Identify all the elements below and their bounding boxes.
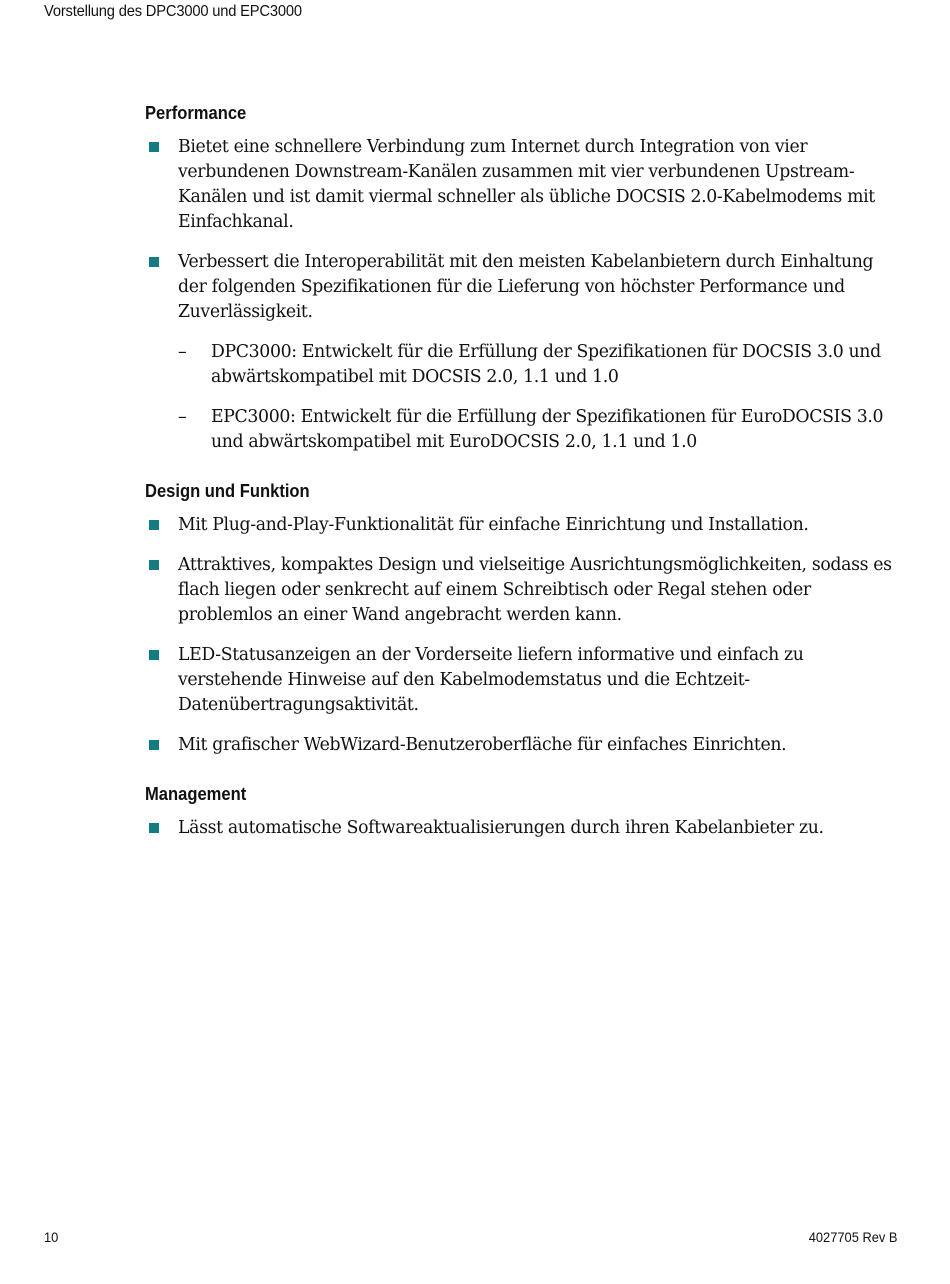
sub-list [178,340,905,455]
dash-marker: – [178,342,187,362]
dash-marker: – [178,407,187,427]
bullet-list [145,513,905,758]
sub-list-item-text: DPC3000: Entwickelt für die Erfüllung der Spezifikationen für DOCSIS 3.0 und abwärtskompatibel mit DOCSIS 2.0, 1.1 und 1.0 [211,342,881,387]
square-bullet-icon [149,650,159,660]
square-bullet-icon [149,560,159,570]
list-item-text: LED-Statusanzeigen an der Vorderseite liefern informative und einfach zu verstehende Hinweise auf den Kabelmodemstatus und die Echtzeit-Datenübertragungsaktivität. [178,645,804,715]
document-body [145,101,905,865]
list-item-text: Attraktives, kompaktes Design und vielseitige Ausrichtungsmöglichkeiten, sodass es flach liegen oder senkrecht auf einem Schreibtisch oder Regal stehen oder problemlos an einer Wand angebracht werden kann. [178,555,892,625]
list-item [145,250,905,455]
square-bullet-icon [149,740,159,750]
sub-list-item-text: EPC3000: Entwickelt für die Erfüllung der Spezifikationen für EuroDOCSIS 3.0 und abwärtskompatibel mit EuroDOCSIS 2.0, 1.1 und 1.0 [211,407,884,452]
section-performance [145,101,905,455]
section-management [145,782,905,841]
square-bullet-icon [149,520,159,530]
bullet-list [145,135,905,455]
section-heading: Design und Funktion [145,481,310,501]
bullet-list [145,816,905,841]
page-number: 10 [44,1229,59,1245]
document-id: 4027705 Rev B [809,1229,898,1245]
section-design-und-funktion [145,479,905,758]
square-bullet-icon [149,142,159,152]
list-item-text: Lässt automatische Softwareaktualisierungen durch ihren Kabelanbieter zu. [178,818,824,838]
square-bullet-icon [149,823,159,833]
list-item [145,733,905,758]
list-item-text: Mit Plug-and-Play-Funktionalität für einfache Einrichtung und Installation. [178,515,809,535]
list-item [145,135,905,235]
section-heading: Performance [145,103,247,123]
sub-list-item [178,340,905,390]
sub-list-item [178,405,905,455]
list-item-text: Mit grafischer WebWizard-Benutzeroberfläche für einfaches Einrichten. [178,735,787,755]
list-item-text: Verbessert die Interoperabilität mit den meisten Kabelanbietern durch Einhaltung der folgenden Spezifikationen für die Lieferung von höchster Performance und Zuverlässigkeit. [178,252,874,322]
running-header: Vorstellung des DPC3000 und EPC3000 [44,3,302,20]
list-item [145,513,905,538]
list-item [145,816,905,841]
section-heading: Management [145,784,247,804]
list-item-text: Bietet eine schnellere Verbindung zum Internet durch Integration von vier verbundenen Downstream-Kanälen zusammen mit vier verbundenen Upstream-Kanälen und ist damit viermal schneller als übliche DOCSIS 2.0-Kabelmodems mit Einfachkanal. [178,137,875,232]
list-item [145,643,905,718]
list-item [145,553,905,628]
square-bullet-icon [149,257,159,267]
